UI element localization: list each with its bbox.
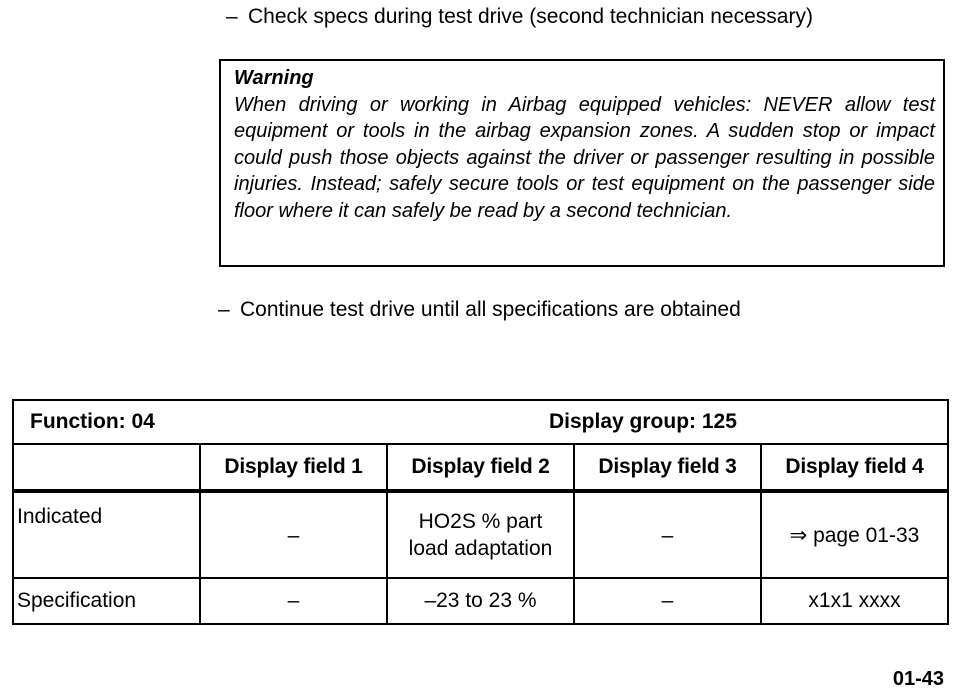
indicated-field-2	[387, 491, 574, 578]
step-check-specs	[226, 4, 813, 30]
header-display-field-2: Display field 2	[387, 444, 574, 491]
specification-field-1: –	[200, 578, 387, 624]
step-continue-test-drive	[218, 297, 741, 323]
step-text: Continue test drive until all specifications are obtained	[240, 298, 741, 321]
table-title-cell	[13, 400, 948, 444]
row-label-specification: Specification	[13, 578, 200, 624]
indicated-field-2-line1: HO2S % part	[418, 510, 543, 533]
header-display-field-4: Display field 4	[761, 444, 948, 491]
table-header-row	[13, 444, 948, 491]
specification-field-3: –	[574, 578, 761, 624]
specification-field-2: –23 to 23 %	[387, 578, 574, 624]
header-display-field-3: Display field 3	[574, 444, 761, 491]
indicated-field-4-page-reference: ⇒ page 01-33	[761, 491, 948, 578]
page-number: 01-43	[892, 668, 944, 690]
row-label-indicated: Indicated	[13, 491, 200, 578]
warning-text: When driving or working in Airbag equipped vehicles: NEVER allow test equipment or tools in the airbag expansion zones. A sudden stop or impact could push those objects against the driver or passenger resulting in possible injuries. Instead; safely secure tools or test equipment on the passenger side floor where it can safely be read by a second technician.	[234, 93, 935, 222]
indicated-field-3: –	[574, 491, 761, 578]
indicated-field-2-line2: load adaptation	[408, 537, 553, 560]
header-empty	[13, 444, 200, 491]
warning-title: Warning	[234, 67, 314, 89]
table-title-row	[13, 400, 948, 444]
function-label: Function: 04	[30, 410, 155, 433]
table-row-specification	[13, 578, 948, 624]
display-group-label: Display group: 125	[549, 410, 737, 433]
header-display-field-1: Display field 1	[200, 444, 387, 491]
warning-box	[219, 59, 945, 267]
table-row-indicated	[13, 491, 948, 578]
step-dash: –	[218, 298, 230, 321]
display-group-table	[12, 399, 949, 625]
step-dash: –	[226, 5, 238, 28]
step-text: Check specs during test drive (second technician necessary)	[248, 5, 813, 28]
indicated-field-1: –	[200, 491, 387, 578]
specification-field-4: x1x1 xxxx	[761, 578, 948, 624]
